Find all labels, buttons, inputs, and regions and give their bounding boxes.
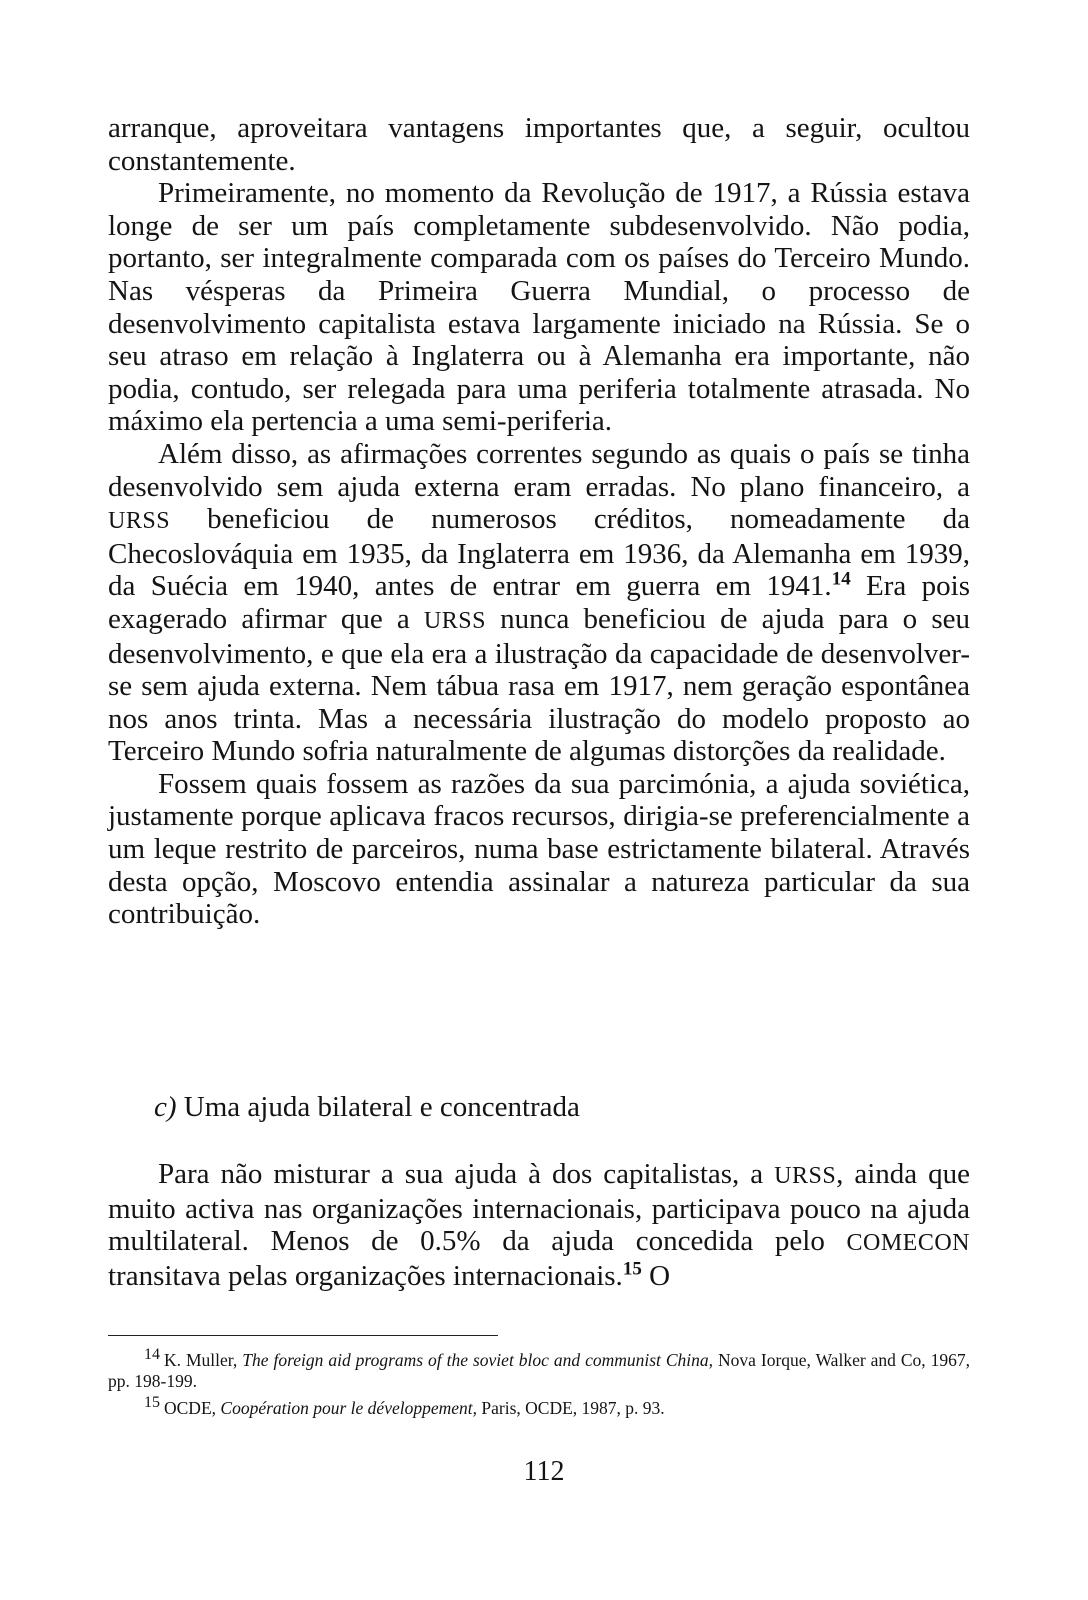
- footnote-author: K. Muller,: [164, 1350, 238, 1370]
- footnote-item: [108, 1345, 970, 1392]
- footnote-reference[interactable]: 15: [622, 1258, 642, 1280]
- page-number: 112: [523, 1456, 565, 1487]
- footnote-divider: [108, 1335, 498, 1336]
- paragraph-text: arranque, aproveitara vantagens importantes que, a seguir, ocultou constantemente.: [108, 112, 970, 177]
- paragraph: [108, 1158, 970, 1292]
- small-caps-urss: URSS: [108, 508, 171, 535]
- section-body: [108, 1158, 970, 1292]
- small-caps-urss: URSS: [423, 607, 486, 634]
- paragraph: [108, 438, 970, 768]
- small-caps-urss: URSS: [774, 1163, 837, 1189]
- paragraph-text: Fossem quais fossem as razões da sua parcimónia, a ajuda soviética, justamente porque aplicava fracos recursos, dirigia-se preferencialmente a um leque restrito de parceiros, numa base estrictamente bilateral. Através desta opção, Moscovo entendia assinalar a natureza particular da sua contribuição.: [108, 767, 970, 931]
- small-caps-comecon: COMECON: [846, 1230, 970, 1257]
- section-letter: c): [154, 1091, 177, 1123]
- footnote-title: The foreign aid programs of the soviet bloc and communist China,: [242, 1350, 714, 1370]
- paragraph-text: beneficiou de numerosos créditos, nomeadamente da Checoslováquia em 1935, da Inglaterra em 1936, da Alemanha em 1939, da Suécia em 1940, antes de entrar em guerra em 1941.: [108, 503, 971, 603]
- paragraph-text: Para não misturar a sua ajuda à dos capitalistas, a: [158, 1158, 764, 1190]
- footnote-number: 15: [144, 1393, 160, 1411]
- footnote-publication: Nova Iorque, Walker and Co, 1967, pp. 198-199.: [108, 1350, 970, 1391]
- footnotes: [108, 1345, 970, 1425]
- paragraph-text: transitava pelas organizações internacionais.: [108, 1259, 623, 1292]
- footnote-reference[interactable]: 14: [831, 568, 851, 590]
- paragraph-text: , ainda que muito activa nas organizações internacionais, participava pouco na ajuda multilateral. Menos de 0.5% da ajuda concedida pelo: [108, 1158, 971, 1258]
- section-heading: [154, 1090, 580, 1124]
- paragraph-text: Primeiramente, no momento da Revolução de 1917, a Rússia estava longe de ser um país completamente subdesenvolvido. Não podia, portanto, ser integralmente comparada com os países do Terceiro Mundo. Nas vésperas da Primeira Guerra Mundial, o processo de desenvolvimento capitalista estava largamente iniciado na Rússia. Se o seu atraso em relação à Inglaterra ou à Alemanha era importante, não podia, contudo, ser relegada para uma periferia totalmente atrasada. No máximo ela pertencia a uma semi-periferia.: [108, 177, 970, 438]
- body-text: [108, 112, 970, 931]
- paragraph: [108, 768, 970, 931]
- footnote-author: OCDE,: [164, 1398, 217, 1418]
- section-title: Uma ajuda bilateral e concentrada: [183, 1091, 580, 1123]
- paragraph-text: Além disso, as afirmações correntes segundo as quais o país se tinha desenvolvido sem ajuda externa eram erradas. No plano financeiro, a: [108, 437, 970, 503]
- paragraph-text: nunca beneficiou de ajuda para o seu desenvolvimento, e que ela era a ilustração da capacidade de desenvolver-se sem ajuda externa. Nem tábua rasa em 1917, nem geração espontânea nos anos trinta. Mas a necessária ilustração do modelo proposto ao Terceiro Mundo sofria naturalmente de algumas distorções da realidade.: [108, 602, 971, 768]
- footnote-number: 14: [144, 1345, 160, 1363]
- footnote-item: [108, 1393, 970, 1419]
- paragraph: [108, 177, 970, 438]
- paragraph-text: O: [649, 1259, 671, 1292]
- footnote-title: Coopération pour le développement,: [220, 1398, 478, 1418]
- paragraph-continuation: [108, 112, 970, 177]
- footnote-publication: Paris, OCDE, 1987, p. 93.: [481, 1398, 665, 1418]
- main-text-block: [108, 112, 970, 931]
- paragraph-text: Era pois exagerado afirmar que a: [108, 570, 970, 635]
